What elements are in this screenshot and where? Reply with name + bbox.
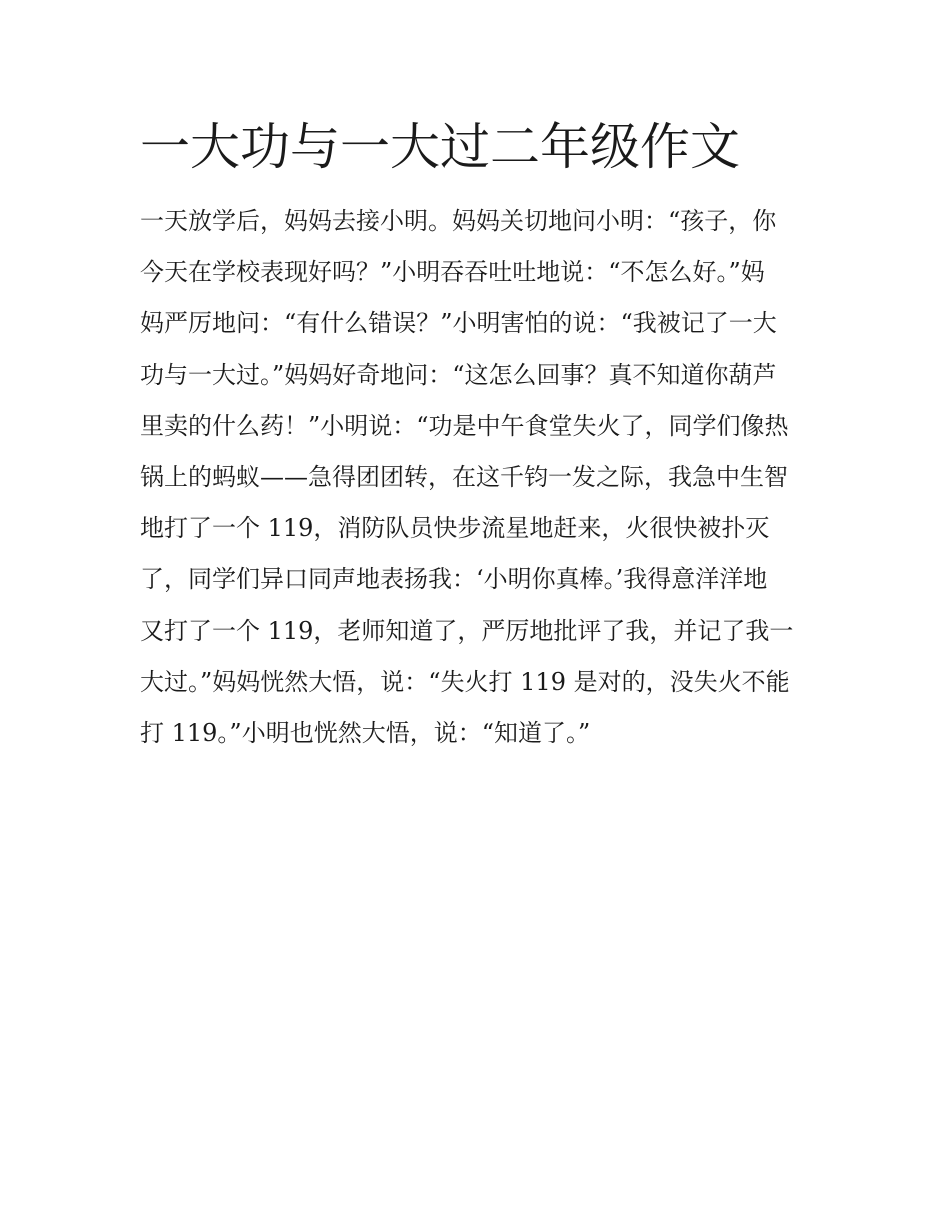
text-line: 了，同学们异口同声地表扬我：‘小明你真棒。’我得意洋洋地 [140,565,768,594]
text-line: 一天放学后，妈妈去接小明。妈妈关切地问小明：“孩子，你 [140,207,777,235]
text-line: 里卖的什么药！”小明说：“功是中午食堂失火了，同学们像热 [140,411,789,440]
document-body [140,196,820,759]
text-line: 功与一大过。”妈妈好奇地问：“这怎么回事？真不知道你葫芦 [140,360,777,389]
text-line: 妈严厉地问：“有什么错误？”小明害怕的说：“我被记了一大 [140,309,777,338]
text-line: 今天在学校表现好吗？”小明吞吞吐吐地说：“不怎么好。”妈 [140,258,765,287]
text-line: 锅上的蚂蚁——急得团团转，在这千钧一发之际，我急中生智 [140,462,788,491]
text-line: 又打了一个 119，老师知道了，严厉地批评了我，并记了我一 [140,616,794,645]
text-line: 大过。”妈妈恍然大悟，说：“失火打 119 是对的，没失火不能 [140,667,790,696]
text-line: 地打了一个 119，消防队员快步流星地赶来，火很快被扑灭 [140,514,770,543]
text-line: 打 119。”小明也恍然大悟，说：“知道了。” [140,718,591,747]
document-title: 一大功与一大过二年级作文 [140,118,740,176]
